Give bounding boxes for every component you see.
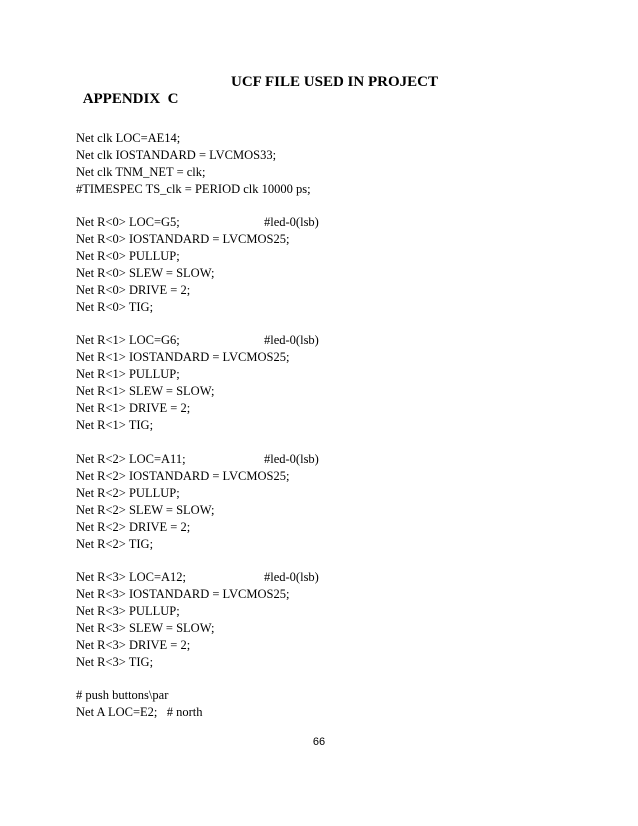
code-line: Net R<2> PULLUP; <box>76 486 180 500</box>
code-line: Net clk TNM_NET = clk; <box>76 165 206 179</box>
code-line: Net R<3> PULLUP; <box>76 604 180 618</box>
code-line: Net R<3> IOSTANDARD = LVCMOS25; <box>76 587 290 601</box>
code-line: Net R<2> DRIVE = 2; <box>76 520 191 534</box>
code-line: Net R<0> LOC=G5; #led-0(lsb) <box>76 215 319 229</box>
code-line: Net R<1> TIG; <box>76 418 154 432</box>
appendix-title: UCF FILE USED IN PROJECT <box>231 74 438 90</box>
page-number: 66 <box>312 736 326 748</box>
code-line: Net R<1> PULLUP; <box>76 367 180 381</box>
code-line: Net R<3> SLEW = SLOW; <box>76 621 215 635</box>
appendix-label: APPENDIX C <box>82 91 179 107</box>
code-line: Net clk LOC=AE14; <box>76 131 181 145</box>
code-line: Net R<3> DRIVE = 2; <box>76 638 191 652</box>
code-comment: #led-0(lsb) <box>264 215 319 229</box>
code-line: Net R<0> TIG; <box>76 300 154 314</box>
code-line: Net A LOC=E2; # north <box>76 705 203 719</box>
code-comment: #led-0(lsb) <box>264 570 319 584</box>
code-line: Net R<0> PULLUP; <box>76 249 180 263</box>
code-line: Net R<2> TIG; <box>76 537 154 551</box>
code-line: Net R<1> IOSTANDARD = LVCMOS25; <box>76 350 290 364</box>
code-comment: #led-0(lsb) <box>264 452 319 466</box>
appendix-heading <box>76 74 438 125</box>
code-line: Net R<1> SLEW = SLOW; <box>76 384 215 398</box>
code-line: Net R<0> IOSTANDARD = LVCMOS25; <box>76 232 290 246</box>
code-line: Net R<0> DRIVE = 2; <box>76 283 191 297</box>
code-line: Net R<1> DRIVE = 2; <box>76 401 191 415</box>
code-line: #TIMESPEC TS_clk = PERIOD clk 10000 ps; <box>76 182 311 196</box>
code-line: Net R<2> SLEW = SLOW; <box>76 503 215 517</box>
code-line: Net R<2> IOSTANDARD = LVCMOS25; <box>76 469 290 483</box>
code-line: Net R<1> LOC=G6; #led-0(lsb) <box>76 333 319 347</box>
code-line: Net R<2> LOC=A11; #led-0(lsb) <box>76 452 319 466</box>
code-line: Net R<3> TIG; <box>76 655 154 669</box>
code-line: Net R<3> LOC=A12; #led-0(lsb) <box>76 570 319 584</box>
code-comment: #led-0(lsb) <box>264 333 319 347</box>
code-line: Net clk IOSTANDARD = LVCMOS33; <box>76 148 277 162</box>
code-line: # push buttons\par <box>76 688 169 702</box>
code-line: Net R<0> SLEW = SLOW; <box>76 266 215 280</box>
